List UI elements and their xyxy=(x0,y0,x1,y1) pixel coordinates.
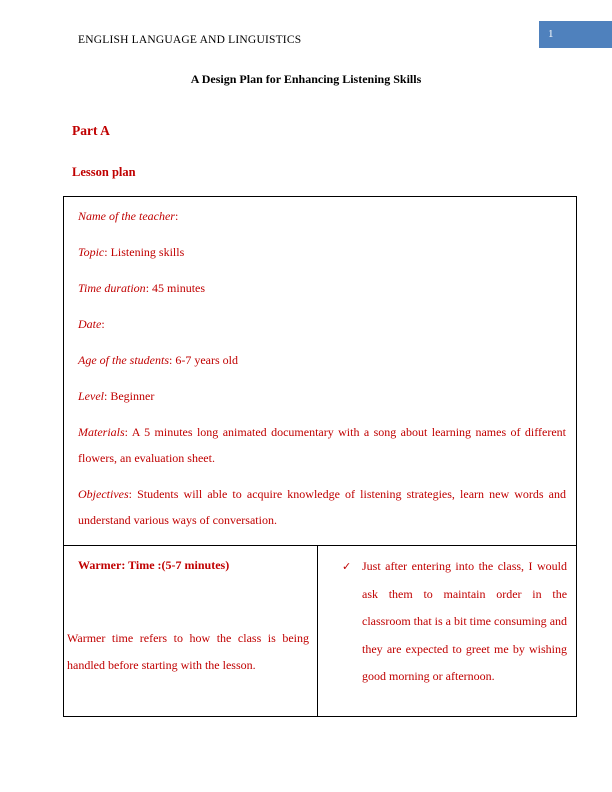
table-row xyxy=(64,546,577,717)
detail-label: Date xyxy=(78,317,102,331)
lesson-details-cell xyxy=(64,197,577,546)
heading-part-a: Part A xyxy=(72,123,110,138)
detail-label: Age of the students xyxy=(78,353,169,367)
detail-value: : A 5 minutes long animated documentary with a song about learning names of different flowers, an evaluation sheet. xyxy=(78,425,567,465)
detail-value: : xyxy=(101,317,105,331)
detail-value: : Beginner xyxy=(104,389,155,403)
checkmark-icon: ✓ xyxy=(342,561,352,573)
lesson-detail xyxy=(78,419,566,471)
heading-lesson-plan: Lesson plan xyxy=(72,165,136,179)
detail-value: : 45 minutes xyxy=(145,281,206,295)
warmer-right-cell xyxy=(318,546,577,717)
document-title: A Design Plan for Enhancing Listening Skills xyxy=(190,72,422,86)
detail-value: : 6-7 years old xyxy=(168,353,238,367)
lesson-detail xyxy=(78,383,566,409)
detail-label: Objectives xyxy=(78,487,129,501)
page-number: 1 xyxy=(548,28,554,40)
running-header: ENGLISH LANGUAGE AND LINGUISTICS xyxy=(78,34,302,46)
warmer-description: Warmer time refers to how the class is being handled before starting with the lesson. xyxy=(67,631,309,672)
lesson-detail xyxy=(78,239,566,265)
warmer-activity-item xyxy=(318,553,567,691)
warmer-activity-text: Just after entering into the class, I would ask them to maintain order in the classroom that is a bit time consuming and they are expected to greet me by wishing good morning or afternoon. xyxy=(362,559,568,683)
detail-label: Materials xyxy=(78,425,125,439)
detail-value: : xyxy=(174,209,179,223)
detail-value: : Listening skills xyxy=(104,245,185,259)
lesson-detail xyxy=(78,347,566,373)
lesson-plan-table xyxy=(63,196,577,717)
detail-label: Topic xyxy=(78,245,105,259)
detail-label: Time duration xyxy=(78,281,146,295)
detail-value: : Students will able to acquire knowledge of listening strategies, learn new words and understand various ways of conversation. xyxy=(78,487,567,527)
detail-label: Name of the teacher xyxy=(78,209,175,223)
table-row xyxy=(64,197,577,546)
lesson-detail xyxy=(78,481,566,533)
detail-label: Level xyxy=(78,389,104,403)
page-number-box xyxy=(539,21,612,48)
lesson-detail xyxy=(78,203,566,229)
lesson-detail xyxy=(78,275,566,301)
warmer-left-cell xyxy=(64,546,318,717)
warmer-heading: Warmer: Time :(5-7 minutes) xyxy=(78,558,230,572)
lesson-detail xyxy=(78,311,566,337)
